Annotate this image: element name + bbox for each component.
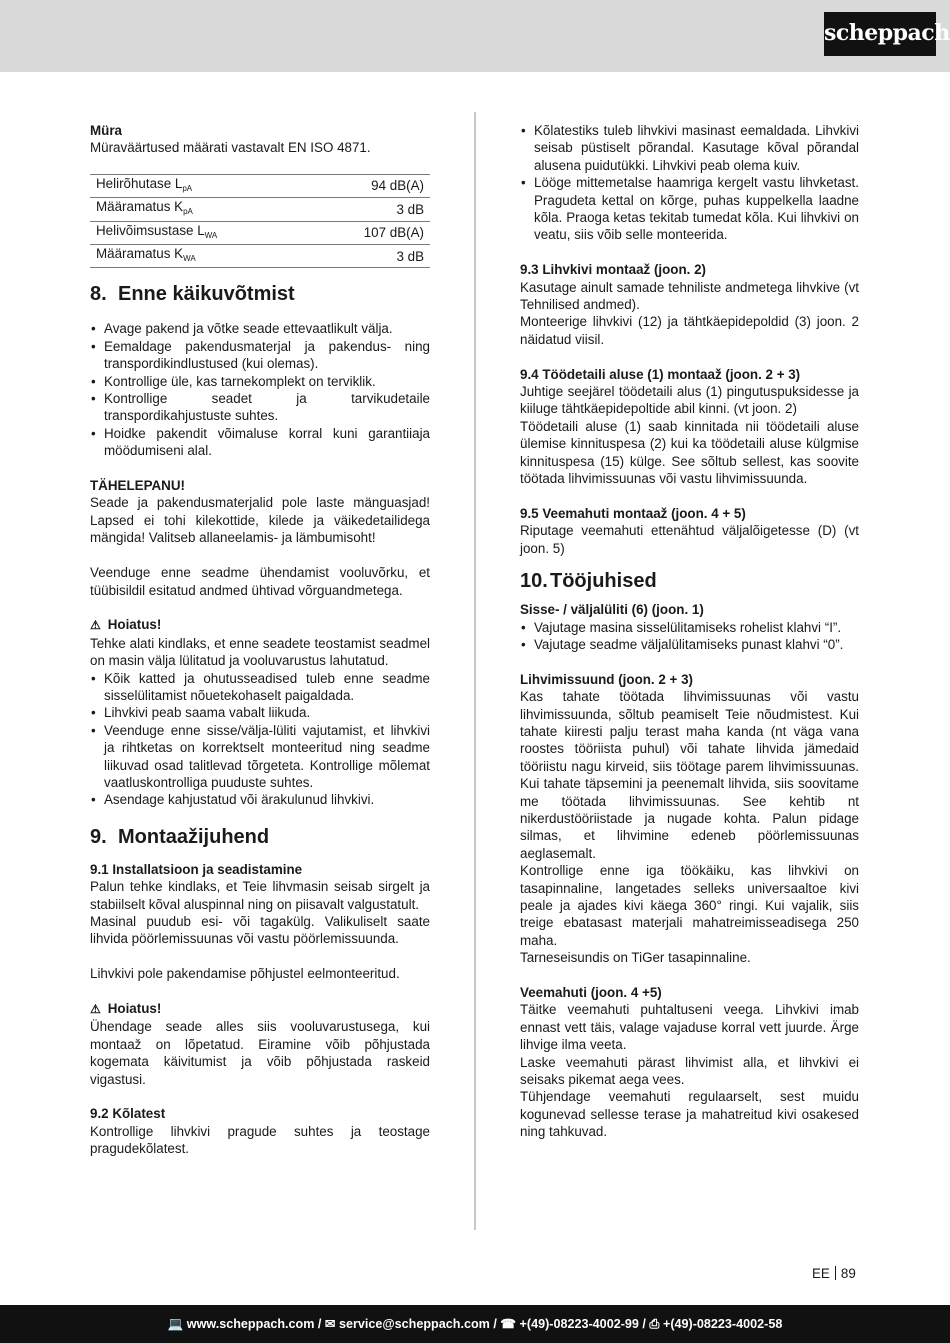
list-item: • Kõlatestiks tuleb lihvkivi masinast eemaldada. Lihvkivi seisab püstiselt põrandal. Kasutage kõval põrandal alusena puidutükki. Lihvkivi peab olema kuiv. (520, 122, 859, 174)
right-column (520, 122, 859, 1141)
contact-info: 💻 www.scheppach.com / ✉ service@scheppach.com / ☎ +(49)-08223-4002-99 / ⎙ +(49)-08223-4002-58 (167, 1317, 783, 1331)
list-item: • Lööge mittemetalse haamriga kergelt vastu lihvketast. Pragudeta kettal on kõrge, puhas kuppelkella laadne kõla. Praoga ketas tekitab tumedat kõla. Kui lihvkivi on veatu, siis võib selle monteerida. (520, 174, 859, 244)
language-code: EE (812, 1266, 830, 1281)
subsection-title: 9.4 Töödetaili aluse (1) montaaž (joon. 2 + 3) (520, 366, 801, 382)
paragraph: Kas tahate töötada lihvimissuunas või vastu lihvimissuunda, sõltub peamiselt Teie nõudmistest. Kui tahate kiiresti palju terast maha kanda (nt väga vana roostes tööriista puhul) või tahate lihvida jämedaid tööriistu nagu kirveid, siis töötage parem lihvimissuunas. Kui tahate täpsemini ja peenemalt lihvida, siis soovitame me töötada lihvimissuunas. See kehtib nt nikerdustööriistade ja nugade kohta. Palun pidage silmas, et lihvimine edeneb pöörlemissuunas aeglasemalt. (520, 689, 859, 861)
noise-table (90, 174, 430, 269)
noise-title: Müra (90, 123, 122, 138)
paragraph: Tarneseisundis on TiGer tasapinnaline. (520, 950, 751, 966)
brand-logo (824, 12, 950, 56)
noise-sub: WA (204, 230, 218, 240)
warning-icon: ⚠ (90, 618, 101, 633)
noise-value: 107 dB(A) (310, 221, 430, 244)
list-item: • Hoidke pakendit võimaluse korral kuni garantiiaja möödumiseni alal. (90, 425, 430, 460)
noise-label: Määramatus K (96, 199, 184, 215)
noise-value: 3 dB (310, 245, 430, 268)
subsection-title: 9.2 Kõlatest (90, 1106, 166, 1122)
note-title: TÄHELEPANU! (90, 478, 185, 494)
section-10-heading: 10. Tööjuhised (520, 570, 657, 593)
list-item: • Lihvkivi peab saama vabalt liikuda. (90, 704, 430, 721)
noise-label: Helivõimsustase L (96, 222, 205, 238)
list-item: • Kontrollige seadet ja tarvikudetaile transpordikahjustuste suhtes. (90, 390, 430, 425)
section-8-list (90, 320, 430, 459)
list-item: • Kontrollige üle, kas tarnekomplekt on terviklik. (90, 373, 430, 390)
paragraph: Juhtige seejärel töödetaili alus (1) pingutuspuksidesse ja kiiluge tähtkäepidepoltide abil kinni. (vt joon. 2) (520, 384, 859, 417)
paragraph: Kontrollige enne iga töökäiku, kas lihvkivi on tasapinnaline, langetades selleks universaaltoe kivi peale ja ajades kivi käega 360° ringi. Kui vajalik, siis treige ebatasast materjali mahatreimisseadisega 250 maha. (520, 863, 859, 948)
noise-label: Helirõhutase L (96, 175, 183, 191)
noise-sub: pA (183, 207, 193, 217)
section-9-heading: 9. Montaažijuhend (90, 825, 270, 848)
paragraph: Riputage veemahuti ettenähtud väljalõigetesse (D) (vt joon. 5) (520, 523, 859, 556)
noise-row (90, 245, 430, 268)
paragraph: Palun tehke kindlaks, et Teie lihvmasin seisab sirgelt ja stabiilselt kõval aluspinnal ning on piisavalt valgustatult. (90, 879, 430, 912)
list-item: • Avage pakend ja võtke seade ettevaatlikult välja. (90, 320, 430, 337)
subsection-title: 9.5 Veemahuti montaaž (joon. 4 + 5) (520, 505, 746, 521)
paragraph: Töödetaili aluse (1) saab kinnitada nii töödetaili aluse ülemise kinnituspesa (2) kui ka töödetaili aluse külgmise kinnituspesa (15) külge. See sõltub sellest, kas soovite töötada lihvimissuunas või vastu lihvimissuunda. (520, 418, 859, 487)
noise-row (90, 198, 430, 221)
switch-list (520, 619, 859, 654)
list-item: • Kõik katted ja ohutusseadised tuleb enne seadme sisselülitamist nõuetekohaselt paigaldada. (90, 670, 430, 705)
note-text: Seade ja pakendusmaterjalid pole laste mänguasjad! Lapsed ei tohi kilekottide, kilede ja väikedetailidega mängida! Valitseb allaneelamis- ja lämbumisoht! (90, 495, 430, 546)
subsection-title: 9.3 Lihvkivi montaaž (joon. 2) (520, 262, 707, 278)
column-divider (474, 112, 476, 1230)
warning-title: ⚠ Hoiatus! (90, 616, 430, 634)
noise-row (90, 174, 430, 197)
subsection-title: 9.1 Installatsioon ja seadistamine (90, 861, 303, 877)
warning-icon: ⚠ (90, 1001, 101, 1016)
noise-row (90, 221, 430, 244)
subsection-title: Veemahuti (joon. 4 +5) (520, 985, 662, 1001)
section-8-heading: 8. Enne käikuvõtmist (90, 283, 295, 306)
grid-text: Veenduge enne seadme ühendamist vooluvõrku, et tüübisildil esitatud andmed ühtivad võrguandmetega. (90, 565, 430, 598)
page-separator (835, 1266, 836, 1280)
page-number-value: 89 (840, 1266, 856, 1281)
sound-test-list (520, 122, 859, 244)
subsection-title: Sisse- / väljalüliti (6) (joon. 1) (520, 602, 704, 618)
list-item: • Vajutage masina sisselülitamiseks rohelist klahvi “I”. (520, 619, 859, 636)
paragraph: Monteerige lihvkivi (12) ja tähtkäepidepoldid (3) joon. 2 näidatud viisil. (520, 314, 859, 347)
paragraph: Laske veemahuti pärast lihvimist alla, et lihvkivi ei seisaks pikemat aega vees. (520, 1054, 859, 1088)
header-bar (0, 0, 950, 72)
warning-list (90, 670, 430, 809)
paragraph: Kontrollige lihvkivi pragude suhtes ja teostage pragudekõlatest. (90, 1123, 430, 1157)
brand-logo-text: scheppach (824, 20, 950, 46)
noise-sub: pA (182, 183, 193, 193)
noise-sub: WA (183, 254, 196, 264)
left-column (90, 122, 430, 1158)
subsection-title: Lihvimissuund (joon. 2 + 3) (520, 671, 693, 687)
noise-value: 94 dB(A) (310, 174, 430, 197)
list-item: • Eemaldage pakendusmaterjal ja pakendus- ning transpordikindlustused (kui olemas). (90, 338, 430, 373)
paragraph: Täitke veemahuti puhtaltuseni veega. Lihvkivi imab ennast vett täis, valage vajaduse korral vett juurde. Ärge lihvige ilma veeta. (520, 1002, 859, 1053)
paragraph: Tühjendage veemahuti regulaarselt, sest muidu kogunevad sellesse terase ja mahatreitud kivi osakesed ning tahkuvad. (520, 1089, 859, 1140)
paragraph: Kasutage ainult samade tehniliste andmetega lihvkive (vt Tehnilised andmed). (520, 279, 859, 313)
paragraph: Lihvkivi pole pakendamise põhjustel eelmonteeritud. (90, 966, 400, 982)
list-item: • Vajutage seadme väljalülitamiseks punast klahvi “0”. (520, 636, 859, 653)
noise-intro: Müraväärtused määrati vastavalt EN ISO 4871. (90, 140, 371, 156)
warning-title: ⚠ Hoiatus! (90, 1000, 430, 1018)
footer-contact-bar (0, 1305, 950, 1343)
warning-text: Tehke alati kindlaks, et enne seadete teostamist seadmel on masin välja lülitatud ja vooluvarustus lahutatud. (90, 635, 430, 669)
page-number (812, 1266, 856, 1281)
list-item: • Veenduge enne sisse/välja-lüliti vajutamist, et lihvkivi ja rihtketas on korrektselt monteeritud ning seadme liikuvad osad talitlevad tõrgeteta. Kontrollige mõlemat vaatluskontrolliga puuduste suhtes. (90, 722, 430, 792)
noise-value: 3 dB (310, 198, 430, 221)
list-item: • Asendage kahjustatud või ärakulunud lihvkivi. (90, 791, 430, 808)
paragraph: Masinal puudub esi- või tagakülg. Valikuliselt saate lihvida pöörlemissuunas või vastu pöörlemissuunda. (90, 913, 430, 947)
warning-text: Ühendage seade alles siis vooluvarustusega, kui montaaž on lõpetatud. Eiramine võib põhjustada kogemata käivitumist ja võib põhjustada raskeid vigastusi. (90, 1019, 430, 1087)
noise-label: Määramatus K (96, 246, 184, 262)
